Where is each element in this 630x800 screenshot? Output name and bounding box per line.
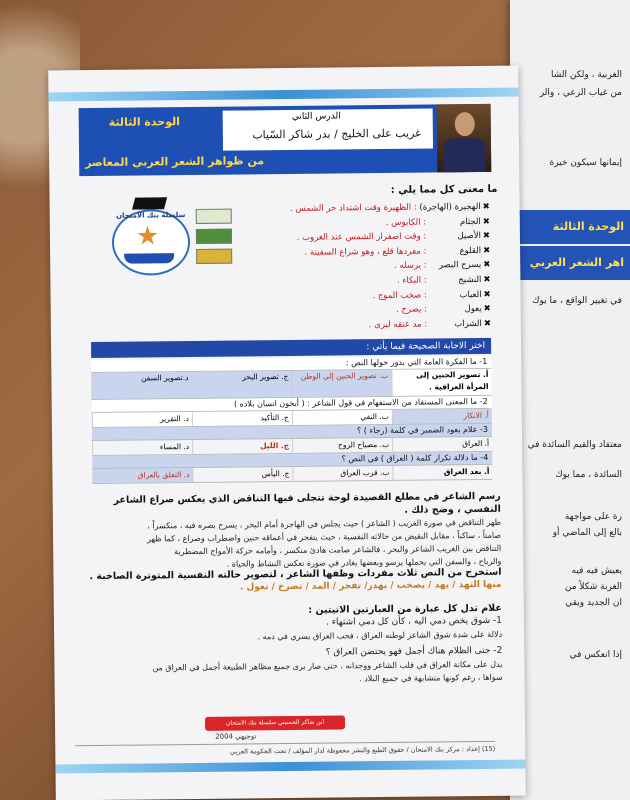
x-mark-icon: ✖ bbox=[483, 260, 491, 271]
lesson-header bbox=[79, 104, 492, 176]
vocab-item: ✖الشراب : مد عنقه ليرى . bbox=[368, 318, 491, 330]
side-line: بالع إلى الماضي أو bbox=[552, 528, 622, 538]
vocab-item: ✖يسرح البصر : يرسله . bbox=[393, 260, 491, 272]
side-line: يعيش فيه فيه bbox=[571, 566, 622, 576]
footer-credits-text: إعداد : مركز بنك الامتحان / حقوق الطبع والنشر محفوظة لدار المؤلف / تحت الحكومة العربي bbox=[230, 744, 480, 756]
vocab-item: ✖يعول : يصرخ . bbox=[396, 304, 491, 316]
mcq-option: ج. اليأس bbox=[192, 467, 292, 482]
logo-text: سلسلة بنك الامتحان bbox=[116, 211, 186, 220]
exam-bank-logo bbox=[108, 197, 193, 282]
side-line: رة على مواجهة bbox=[564, 512, 622, 522]
answer-line: صامتاً ، ساكناً ، مقابل النقيض من حالاته النفسية ، حيث يتفجر في أعماقه حنين واضطراب وصراع ، كما ظهر bbox=[147, 530, 502, 544]
x-mark-icon: ✖ bbox=[482, 216, 490, 227]
mcq-table bbox=[91, 356, 492, 484]
x-mark-icon: ✖ bbox=[482, 231, 491, 242]
mcq-option-correct: د. التعلق بالعراق bbox=[92, 468, 192, 483]
x-mark-icon: ✖ bbox=[482, 201, 490, 212]
side-line: إيمانها سيكون خيرة bbox=[549, 158, 622, 168]
question-6-answer: منها النهد / يهد / يصخب / يهدر/ تفجر / المد / تصرخ / تعول . bbox=[239, 579, 502, 593]
question-5-title: رسم الشاعر في مطلع القصيدة لوحة تتجلى فيها التناقض الذي يعكس صراع الشاعر النفسي ، وضح ذلك . bbox=[113, 490, 501, 516]
mcq-question: 1- ما الفكرة العامة التي يدور حولها النص : bbox=[91, 356, 491, 373]
graduation-cap-icon bbox=[132, 197, 167, 209]
vocab-item: ✖النشيج : البكاء . bbox=[396, 274, 491, 286]
mcq-option-correct: ب. تصوير الحنين إلى الوطن bbox=[291, 370, 391, 397]
x-mark-icon: ✖ bbox=[483, 289, 491, 300]
mcq-question: 4- ما دلالة تكرار كلمة ( العراق ) في النص ؟ bbox=[92, 452, 492, 469]
vocab-heading: ما معنى كل مما يلي : bbox=[390, 183, 498, 196]
vocab-list bbox=[222, 202, 493, 336]
question-6 bbox=[81, 566, 501, 596]
x-mark-icon: ✖ bbox=[482, 245, 491, 256]
mcq-options bbox=[92, 465, 492, 484]
side-line: الغربة شكلاً من bbox=[564, 582, 622, 592]
unit-subtitle: من ظواهر الشعر العربي المعاصر bbox=[85, 154, 265, 170]
answer-line: والرياح ، والسفن التي يحملها يرسو وبعضها يغادر في صورة تعكس النشاط والحياة . bbox=[226, 556, 502, 569]
mcq-option: ب. النفي bbox=[292, 410, 392, 425]
mcq-option: د.تصوير السفن bbox=[91, 372, 191, 399]
vocab-item: ✖العباب : صخب الموج . bbox=[372, 289, 491, 301]
question-5 bbox=[81, 490, 502, 572]
mcq-option: ج. تصوير البحر bbox=[191, 371, 291, 398]
lesson-title: غريب على الخليج / بدر شاكر السّياب bbox=[252, 126, 421, 142]
unit-label: الوحدة الثالثة bbox=[108, 115, 181, 129]
portrait-suit bbox=[443, 138, 485, 172]
answer-line: دلالة على شدة شوق الشاعر لوطنه العراق ، فحب العراق يسري في دمه . bbox=[257, 629, 503, 642]
question-7 bbox=[82, 602, 503, 688]
footer-year: توجيهي 2004 bbox=[215, 732, 257, 741]
footer-banner: ابن شاكر الحسيني سلسلة بنك الامتحان bbox=[205, 715, 345, 730]
adjacent-page bbox=[510, 0, 630, 800]
answer-line: ظهر التناقض في صورة الغريب ( الشاعر ) حيث يجلس في الهاجرة أمام البحر ، يسرح بصره فيه ، منكسراً ، bbox=[147, 517, 501, 531]
side-line: الغربية ، ولكن الشا bbox=[550, 70, 622, 80]
x-mark-icon: ✖ bbox=[483, 274, 491, 285]
mcq-option: أ. تصوير الحنين إلى المرأة العراقية . bbox=[391, 369, 491, 396]
vocab-item: ✖القلوع : مفردها قلع ، وهو شراع السفينة . bbox=[304, 245, 491, 258]
vocab-item: ✖الأصيل : وقت اصفرار الشمس عند الغروب . bbox=[296, 231, 491, 244]
mcq-option: د. المساء bbox=[92, 440, 192, 455]
mcq-question: 3- علام يعود الضمير في كلمة (رجاء ) ؟ bbox=[92, 424, 492, 441]
mcq-option: ج. التأكيد bbox=[192, 411, 292, 426]
mcq-option: ب. قرب العراق bbox=[292, 466, 392, 481]
vocab-item: ✖الجثام : الكابوس . bbox=[385, 216, 490, 228]
book-icon bbox=[124, 253, 174, 264]
lesson-number: الدرس الثاني bbox=[291, 111, 341, 122]
side-line: إذا انعكس في bbox=[569, 650, 622, 660]
quote-line: 1- شوق يخص دمي اليه ، كأن كل دمي اشتهاء . bbox=[325, 615, 503, 628]
mcq-question: 2- ما المعنى المستفاد من الاستفهام في قول الشاعر : ( أيخون انسان بلاده ) bbox=[92, 396, 492, 413]
answer-line: يدل على مكانة العراق في قلب الشاعر ووجدانه ، حتى صار يرى جميع مظاهر الطبيعة أجمل في العراق من bbox=[152, 659, 503, 673]
mcq-heading: اختر الاجابة الصحيحة فيما يأتي : bbox=[91, 338, 491, 358]
answer-line: التناقض بين الغريب الشاعر والبحر ، فالشاعر صامت هادئ منكسر ، وأمامه حركة الأمواج المضطربة bbox=[174, 543, 502, 557]
mcq-option: أ. بعد العراق bbox=[392, 465, 492, 480]
mcq-option-correct: ج. الليل bbox=[192, 439, 292, 454]
mcq-options bbox=[91, 369, 491, 400]
vocab-item: ✖الهجيرة (الهاجرة) : الظهيرة وقت اشتداد حر الشمس . bbox=[289, 201, 490, 214]
side-band-subtitle: اهر الشعر العربي bbox=[510, 246, 630, 280]
side-line: ان الجديد ويقي bbox=[565, 598, 622, 608]
x-mark-icon: ✖ bbox=[483, 304, 491, 315]
poet-portrait bbox=[437, 104, 492, 173]
footer-credits bbox=[75, 741, 495, 760]
side-line: من غياب الرعي ، والر bbox=[539, 88, 622, 98]
question-6-title: استخرج من النص ثلاث مفردات وظفها الشاعر ، لتصوير حالته النفسية المتوترة الصاخبة . bbox=[89, 566, 502, 583]
portrait-face bbox=[455, 112, 475, 136]
side-line: في تغيير الواقع ، ما يوك bbox=[532, 296, 622, 306]
worksheet-page bbox=[48, 66, 526, 800]
side-band-unit: الوحدة الثالثة bbox=[510, 210, 630, 244]
question-7-title: علام تدل كل عبارة من العبارتين الاتيتين : bbox=[308, 602, 502, 616]
mcq-option: د. التقرير bbox=[92, 412, 192, 427]
answer-line: سواها ، رغم كونها متشابهة في جميع البلاد . bbox=[359, 672, 503, 684]
footer-page-number: (15) bbox=[481, 744, 496, 753]
star-icon: ★ bbox=[135, 221, 160, 252]
mcq-option: ب. مصباح الروح bbox=[292, 438, 392, 453]
mcq-option-correct: أ. الانكار bbox=[392, 409, 492, 424]
mcq-option: أ. العراق bbox=[392, 437, 492, 452]
side-line: معتقاد والقيم السائدة في bbox=[527, 440, 622, 450]
x-mark-icon: ✖ bbox=[483, 318, 491, 329]
top-stripe bbox=[48, 88, 518, 102]
side-line: السائدة ، مما يوك bbox=[555, 470, 622, 480]
quote-line: 2- حتى الظلام هناك أجمل فهو يحتضن العراق ؟ bbox=[325, 645, 503, 658]
bottom-stripe bbox=[55, 760, 525, 774]
